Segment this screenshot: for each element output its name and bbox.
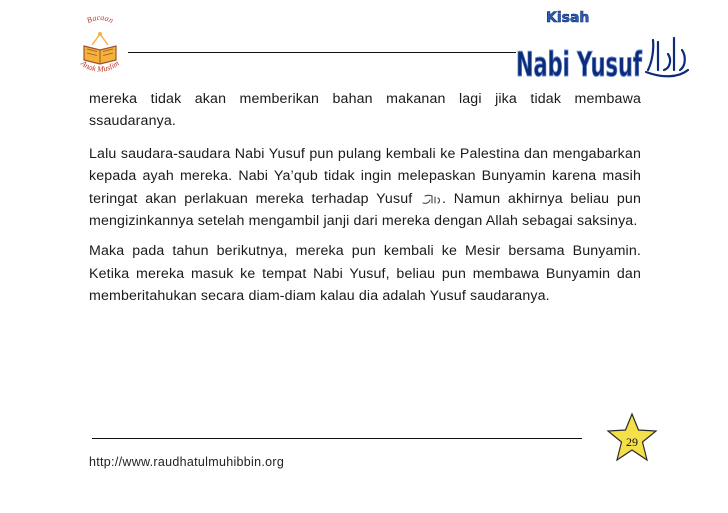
title-small: Kisah [546,10,590,26]
arabic-calligraphy-icon [646,38,688,76]
logo-text-bottom: Anak Muslim [79,58,121,74]
paragraph-1: mereka tidak akan memberikan bahan makanan lagi jika tidak membawa ssaudaranya. [89,91,641,130]
alaihissalam-icon [420,192,442,206]
paragraph-2-before: Lalu saudara-saudara Nabi Yusuf pun pulang kembali ke Palestina dan mengabarkan kepada ayah mereka. Nabi Ya’qub tidak ingin melepaskan Bunyamin karena masih teringat akan perlakuan mereka terhadap Yusuf [89,145,641,207]
header-divider [128,52,516,53]
open-book-icon [84,32,116,64]
logo [70,12,130,80]
title-art [512,2,692,88]
title-main: Nabi Yusuf [516,45,643,85]
footer-divider [92,438,582,439]
page-number-star [606,412,658,464]
paragraph-2 [89,143,641,233]
footer-url: http://www.raudhatulmuhibbin.org [89,455,285,469]
body-text [89,88,641,316]
page-number: 29 [626,435,638,449]
paragraph-2-after: . Namun akhirnya beliau pun mengizinkannya setelah mengambil janji dari mereka dengan Allah sebagai saksinya. [89,190,641,230]
logo-text-top: Bacaan [85,12,115,26]
paragraph-3: Maka pada tahun berikutnya, mereka pun kembali ke Mesir bersama Bunyamin. Ketika mereka masuk ke tempat Nabi Yusuf, beliau pun membawa Bunyamin dan memberitahukan secara diam-diam kalau dia adalah Yusuf saudaranya. [89,243,641,305]
